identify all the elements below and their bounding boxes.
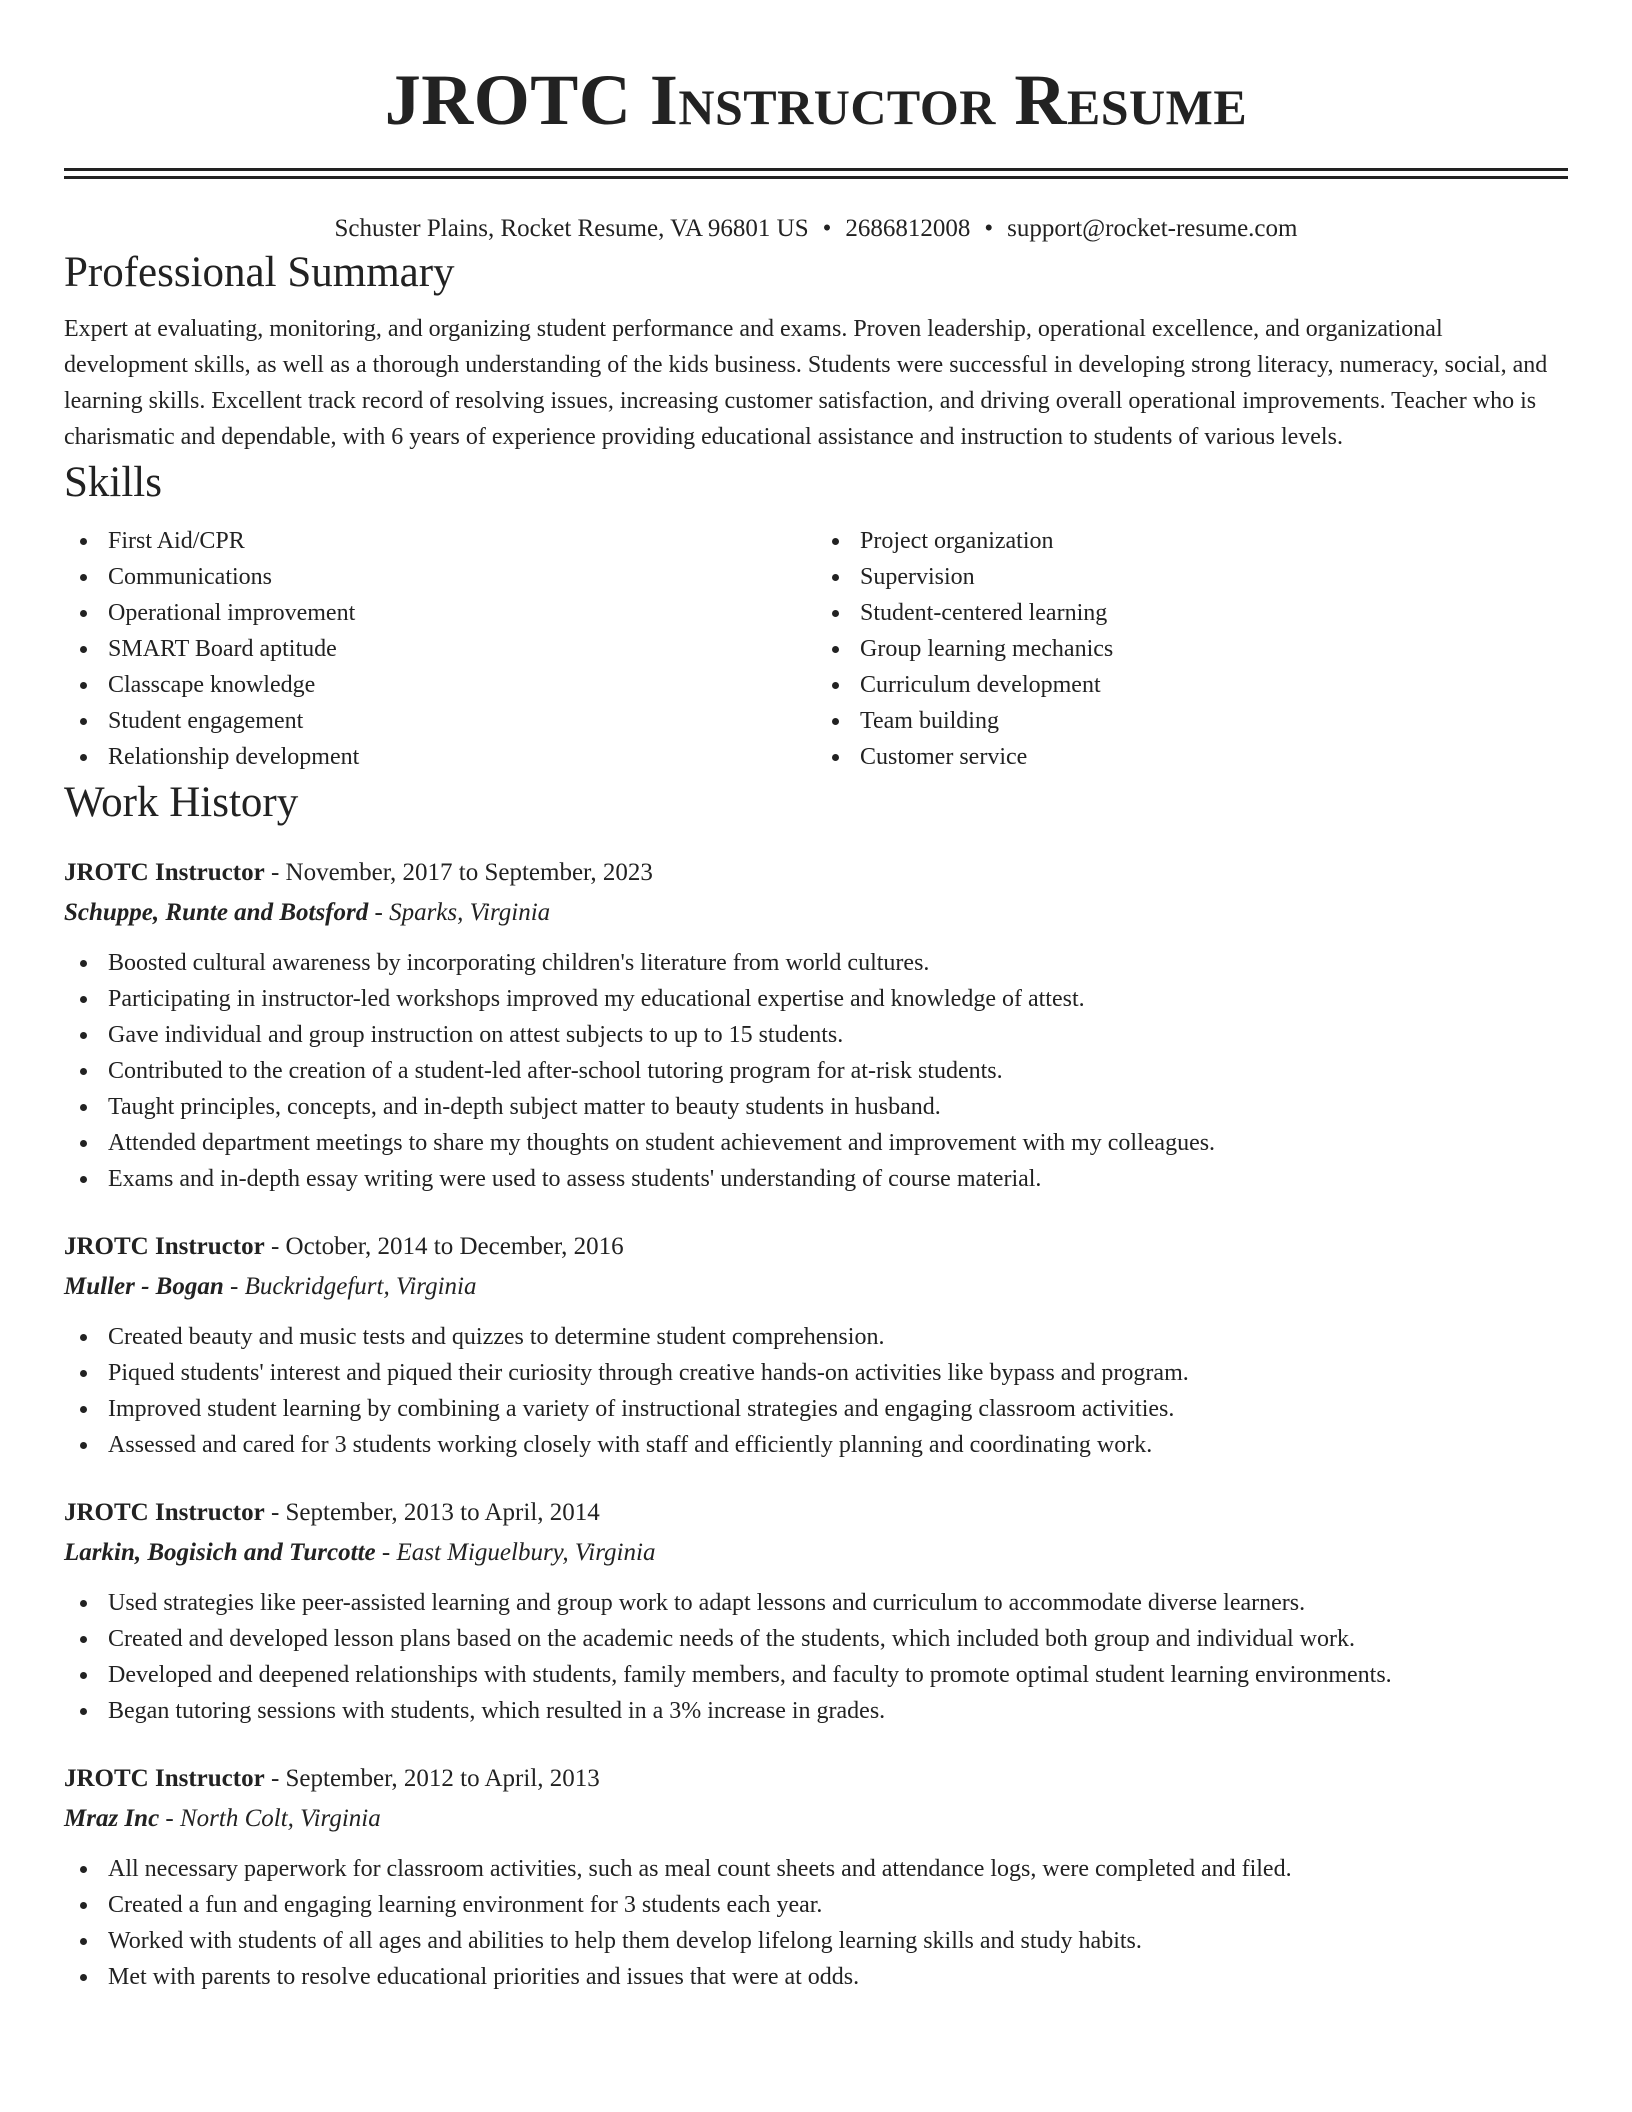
job-bullet: Created a fun and engaging learning environment for 3 students each year. bbox=[64, 1887, 1568, 1923]
job-dates: October, 2014 to December, 2016 bbox=[285, 1233, 624, 1260]
employer-line: Muller - Bogan - Buckridgefurt, Virginia bbox=[64, 1273, 477, 1300]
skill-item: SMART Board aptitude bbox=[64, 631, 816, 667]
skill-item: Classcape knowledge bbox=[64, 667, 816, 703]
job-bullet: Developed and deepened relationships with students, family members, and faculty to promote optimal student learning environments. bbox=[64, 1657, 1568, 1693]
job-bullets bbox=[64, 1319, 1568, 1463]
skills-column-right bbox=[816, 523, 1568, 775]
summary-heading: Professional Summary bbox=[64, 249, 455, 296]
employer-name: Mraz Inc bbox=[64, 1805, 160, 1832]
job-bullet: Met with parents to resolve educational priorities and issues that were at odds. bbox=[64, 1959, 1568, 1995]
job-dates: September, 2012 to April, 2013 bbox=[285, 1765, 600, 1792]
employer-location: North Colt, Virginia bbox=[180, 1805, 381, 1832]
skill-item: Relationship development bbox=[64, 739, 816, 775]
contact-separator: • bbox=[984, 215, 994, 242]
job-bullets bbox=[64, 1851, 1568, 1995]
contact-separator: • bbox=[822, 215, 832, 242]
job-bullet: All necessary paperwork for classroom activities, such as meal count sheets and attendance logs, were completed and filed. bbox=[64, 1851, 1568, 1887]
job-entry bbox=[64, 1493, 1568, 1729]
employer-location: Buckridgefurt, Virginia bbox=[244, 1273, 477, 1300]
job-bullet: Created beauty and music tests and quizzes to determine student comprehension. bbox=[64, 1319, 1568, 1355]
skill-item: Curriculum development bbox=[816, 667, 1568, 703]
job-bullet: Attended department meetings to share my thoughts on student achievement and improvement with my colleagues. bbox=[64, 1125, 1568, 1161]
job-title: JROTC Instructor bbox=[64, 859, 265, 886]
job-dates: November, 2017 to September, 2023 bbox=[285, 859, 653, 886]
employer-line: Schuppe, Runte and Botsford - Sparks, Virginia bbox=[64, 899, 551, 926]
skills-heading: Skills bbox=[64, 459, 162, 506]
job-bullet: Assessed and cared for 3 students working closely with staff and efficiently planning and coordinating work. bbox=[64, 1427, 1568, 1463]
contact-line bbox=[64, 213, 1568, 245]
job-bullet: Worked with students of all ages and abilities to help them develop lifelong learning skills and study habits. bbox=[64, 1923, 1568, 1959]
skill-item: Student-centered learning bbox=[816, 595, 1568, 631]
job-bullets bbox=[64, 1585, 1568, 1729]
contact-address: Schuster Plains, Rocket Resume, VA 96801 US bbox=[334, 215, 809, 242]
job-dates: September, 2013 to April, 2014 bbox=[285, 1499, 600, 1526]
job-title-line: JROTC Instructor - September, 2012 to April, 2013 bbox=[64, 1765, 600, 1792]
employer-location: East Miguelbury, Virginia bbox=[396, 1539, 656, 1566]
job-bullet: Piqued students' interest and piqued their curiosity through creative hands-on activities like bypass and program. bbox=[64, 1355, 1568, 1391]
skill-item: Supervision bbox=[816, 559, 1568, 595]
summary-text: Expert at evaluating, monitoring, and organizing student performance and exams. Proven leadership, operational excellence, and organizational development skills, as well as a thorough understanding of the kids business. Students were successful in developing strong literacy, numeracy, social, and learning skills. Excellent track record of resolving issues, increasing customer satisfaction, and driving overall operational improvements. Teacher who is charismatic and dependable, with 6 years of experience providing educational assistance and instruction to students of various levels. bbox=[64, 316, 1548, 450]
skill-item: Communications bbox=[64, 559, 816, 595]
job-bullet: Taught principles, concepts, and in-depth subject matter to beauty students in husband. bbox=[64, 1089, 1568, 1125]
employer-name: Larkin, Bogisich and Turcotte bbox=[64, 1539, 376, 1566]
skill-item: First Aid/CPR bbox=[64, 523, 816, 559]
skill-item: Group learning mechanics bbox=[816, 631, 1568, 667]
skill-item: Customer service bbox=[816, 739, 1568, 775]
employer-line: Mraz Inc - North Colt, Virginia bbox=[64, 1805, 381, 1832]
employer-line: Larkin, Bogisich and Turcotte - East Miguelbury, Virginia bbox=[64, 1539, 656, 1566]
job-entry bbox=[64, 853, 1568, 1197]
title-divider bbox=[64, 168, 1568, 179]
skill-item: Team building bbox=[816, 703, 1568, 739]
job-bullet: Boosted cultural awareness by incorporating children's literature from world cultures. bbox=[64, 945, 1568, 981]
skills-list bbox=[64, 523, 1568, 775]
job-entry bbox=[64, 1759, 1568, 1995]
job-entry bbox=[64, 1227, 1568, 1463]
job-title: JROTC Instructor bbox=[64, 1499, 265, 1526]
job-bullet: Began tutoring sessions with students, which resulted in a 3% increase in grades. bbox=[64, 1693, 1568, 1729]
job-title-line: JROTC Instructor - October, 2014 to December, 2016 bbox=[64, 1233, 624, 1260]
job-bullet: Used strategies like peer-assisted learning and group work to adapt lessons and curriculum to accommodate diverse learners. bbox=[64, 1585, 1568, 1621]
job-bullets bbox=[64, 945, 1568, 1197]
job-title: JROTC Instructor bbox=[64, 1233, 265, 1260]
job-bullet: Contributed to the creation of a student-led after-school tutoring program for at-risk students. bbox=[64, 1053, 1568, 1089]
work-history-heading: Work History bbox=[64, 779, 299, 826]
job-bullet: Improved student learning by combining a variety of instructional strategies and engaging classroom activities. bbox=[64, 1391, 1568, 1427]
contact-email: support@rocket-resume.com bbox=[1007, 215, 1298, 242]
job-bullet: Created and developed lesson plans based on the academic needs of the students, which included both group and individual work. bbox=[64, 1621, 1568, 1657]
skill-item: Project organization bbox=[816, 523, 1568, 559]
job-bullet: Participating in instructor-led workshops improved my educational expertise and knowledge of attest. bbox=[64, 981, 1568, 1017]
resume-title: JROTC Instructor Resume bbox=[384, 60, 1248, 140]
skill-item: Operational improvement bbox=[64, 595, 816, 631]
job-bullet: Exams and in-depth essay writing were used to assess students' understanding of course material. bbox=[64, 1161, 1568, 1197]
job-bullet: Gave individual and group instruction on attest subjects to up to 15 students. bbox=[64, 1017, 1568, 1053]
employer-name: Schuppe, Runte and Botsford bbox=[64, 899, 369, 926]
employer-name: Muller - Bogan bbox=[64, 1273, 224, 1300]
employer-location: Sparks, Virginia bbox=[389, 899, 551, 926]
job-title: JROTC Instructor bbox=[64, 1765, 265, 1792]
skill-item: Student engagement bbox=[64, 703, 816, 739]
skills-column-left bbox=[64, 523, 816, 775]
job-title-line: JROTC Instructor - November, 2017 to September, 2023 bbox=[64, 859, 653, 886]
contact-phone: 2686812008 bbox=[845, 215, 971, 242]
job-title-line: JROTC Instructor - September, 2013 to April, 2014 bbox=[64, 1499, 600, 1526]
